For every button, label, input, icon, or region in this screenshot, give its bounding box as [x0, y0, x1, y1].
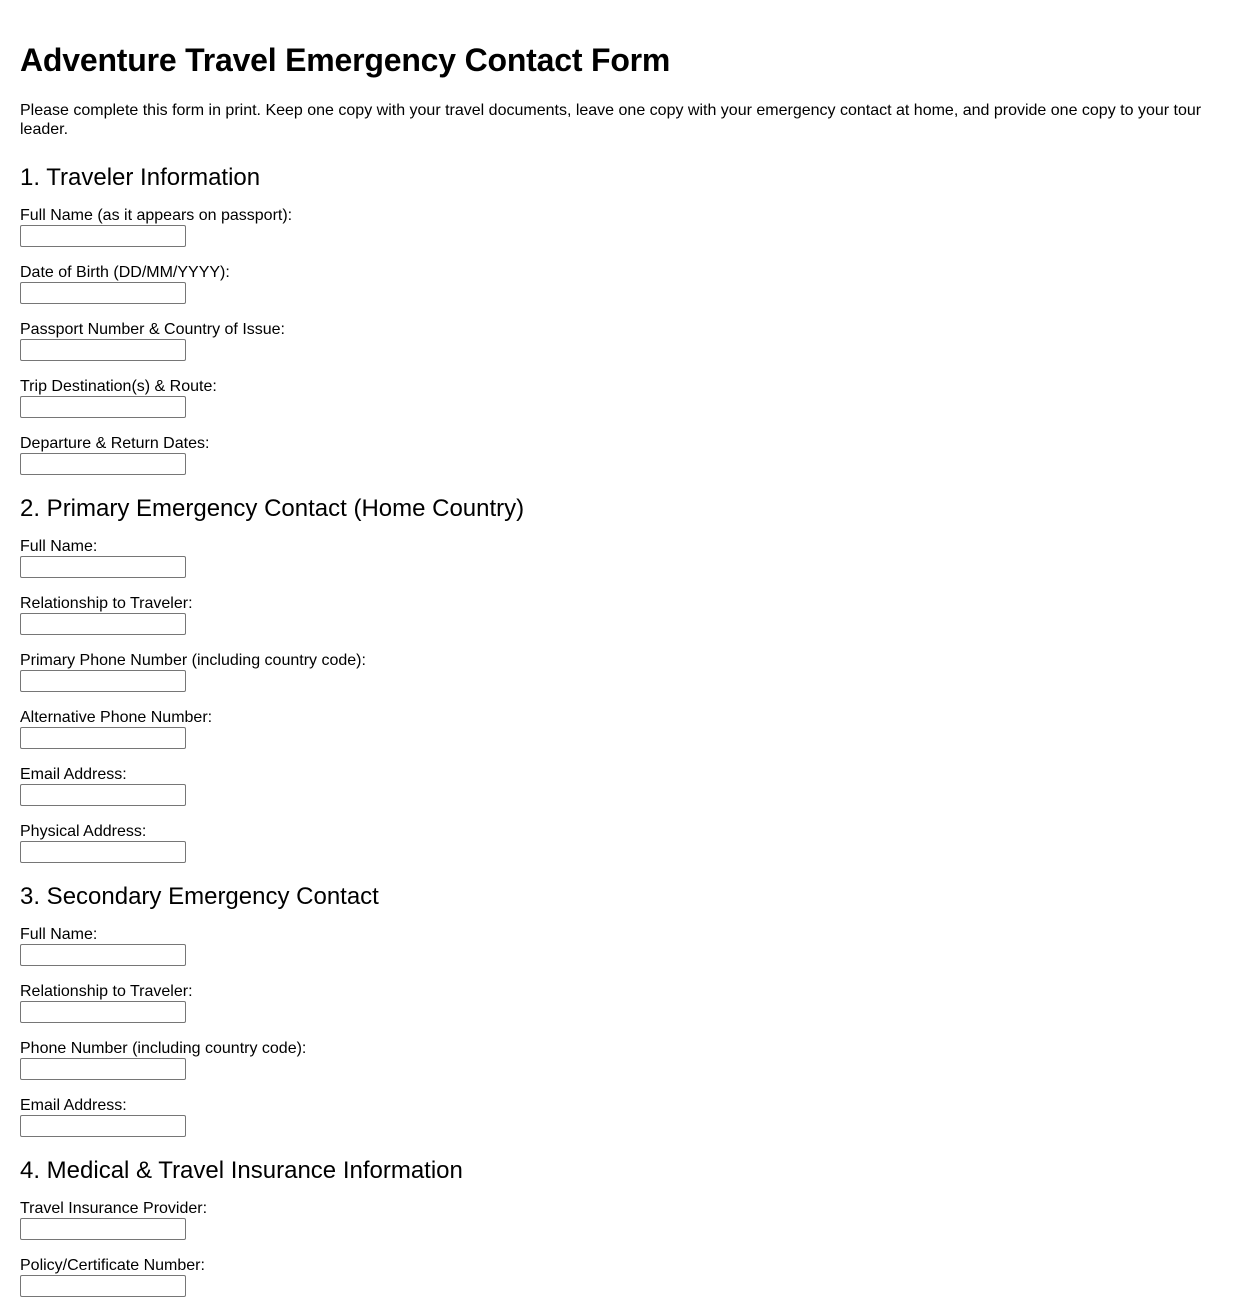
primary-full-name-input[interactable]: [20, 556, 186, 578]
section-primary-emergency-contact: [20, 494, 1215, 879]
page-title: Adventure Travel Emergency Contact Form: [20, 42, 671, 78]
field-label: Policy/Certificate Number:: [20, 1257, 205, 1274]
section-title: 4. Medical & Travel Insurance Information: [20, 1157, 463, 1184]
field-label: Physical Address:: [20, 823, 147, 840]
field-label: Relationship to Traveler:: [20, 983, 193, 1000]
field-policy-number: [20, 1256, 1215, 1313]
field-list: [20, 925, 1215, 1153]
field-full-name-passport: [20, 206, 1215, 263]
field-secondary-full-name: [20, 925, 1215, 982]
field-primary-relationship: [20, 594, 1215, 651]
primary-alt-phone-input[interactable]: [20, 727, 186, 749]
primary-relationship-input[interactable]: [20, 613, 186, 635]
field-primary-alt-phone: [20, 708, 1215, 765]
section-title: 1. Traveler Information: [20, 164, 261, 191]
section-title: 3. Secondary Emergency Contact: [20, 883, 379, 910]
insurance-provider-input[interactable]: [20, 1218, 186, 1240]
field-label: Alternative Phone Number:: [20, 709, 213, 726]
section-title: 2. Primary Emergency Contact (Home Country): [20, 495, 525, 522]
field-label: Trip Destination(s) & Route:: [20, 378, 217, 395]
field-trip-destinations: [20, 377, 1215, 434]
field-primary-phone: [20, 651, 1215, 708]
full-name-passport-input[interactable]: [20, 225, 186, 247]
field-label: Relationship to Traveler:: [20, 595, 193, 612]
primary-phone-input[interactable]: [20, 670, 186, 692]
field-label: Full Name (as it appears on passport):: [20, 207, 293, 224]
field-label: Email Address:: [20, 766, 127, 783]
section-secondary-emergency-contact: [20, 882, 1215, 1153]
field-secondary-email: [20, 1096, 1215, 1153]
field-primary-email: [20, 765, 1215, 822]
passport-number-input[interactable]: [20, 339, 186, 361]
field-label: Departure & Return Dates:: [20, 435, 210, 452]
intro-text: Please complete this form in print. Keep one copy with your travel documents, leave one copy with your emergency contact at home, and provide one copy to your tour leader.: [20, 102, 1202, 138]
secondary-phone-input[interactable]: [20, 1058, 186, 1080]
field-insurance-provider: [20, 1199, 1215, 1256]
secondary-full-name-input[interactable]: [20, 944, 186, 966]
field-list: [20, 537, 1215, 879]
field-label: Date of Birth (DD/MM/YYYY):: [20, 264, 230, 281]
primary-email-input[interactable]: [20, 784, 186, 806]
field-list: [20, 1199, 1215, 1313]
policy-number-input[interactable]: [20, 1275, 186, 1297]
section-traveler-information: [20, 163, 1215, 491]
field-secondary-phone: [20, 1039, 1215, 1096]
field-label: Full Name:: [20, 538, 98, 555]
field-label: Travel Insurance Provider:: [20, 1200, 208, 1217]
field-secondary-relationship: [20, 982, 1215, 1039]
field-label: Full Name:: [20, 926, 98, 943]
field-departure-return-dates: [20, 434, 1215, 491]
field-label: Email Address:: [20, 1097, 127, 1114]
secondary-relationship-input[interactable]: [20, 1001, 186, 1023]
field-list: [20, 206, 1215, 491]
field-label: Phone Number (including country code):: [20, 1040, 307, 1057]
field-date-of-birth: [20, 263, 1215, 320]
trip-destinations-input[interactable]: [20, 396, 186, 418]
field-label: Passport Number & Country of Issue:: [20, 321, 285, 338]
field-label: Primary Phone Number (including country code):: [20, 652, 366, 669]
primary-physical-address-input[interactable]: [20, 841, 186, 863]
date-of-birth-input[interactable]: [20, 282, 186, 304]
section-medical-insurance: [20, 1156, 1215, 1313]
field-primary-full-name: [20, 537, 1215, 594]
field-primary-physical-address: [20, 822, 1215, 879]
form-page: [20, 0, 1215, 1313]
departure-return-dates-input[interactable]: [20, 453, 186, 475]
field-passport-number: [20, 320, 1215, 377]
secondary-email-input[interactable]: [20, 1115, 186, 1137]
